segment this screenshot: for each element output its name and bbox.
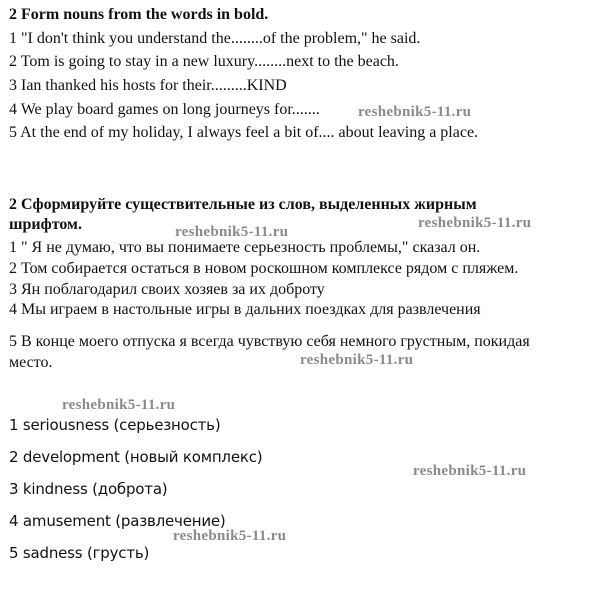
answer-3: 3 kindness (доброта) [9,480,168,498]
watermark: reshebnik5-11.ru [358,104,472,120]
russian-item-5-continued: место. [9,354,53,371]
watermark: reshebnik5-11.ru [413,463,527,479]
russian-heading-line-1: 2 Сформируйте существительные из слов, выделенных жирным [9,196,477,213]
watermark: reshebnik5-11.ru [175,224,289,240]
watermark: reshebnik5-11.ru [300,352,414,368]
english-item-1: 1 "I don't think you understand the........of the problem," he said. [9,30,421,47]
russian-item-2: 2 Том собирается остаться в новом роскошном комплексе рядом с пляжем. [9,260,519,277]
watermark: reshebnik5-11.ru [418,215,532,231]
answer-1: 1 seriousness (серьезность) [9,416,221,434]
english-heading: 2 Form nouns from the words in bold. [9,6,269,23]
answer-5: 5 sadness (грусть) [9,544,150,562]
english-item-5: 5 At the end of my holiday, I always feel a bit of.... about leaving a place. [9,124,479,141]
russian-heading-line-2: шрифтом. [9,216,82,233]
watermark: reshebnik5-11.ru [62,397,176,413]
english-item-4: 4 We play board games on long journeys for....... [9,101,320,118]
answer-2: 2 development (новый комплекс) [9,448,263,466]
english-item-3: 3 Ian thanked his hosts for their.........KIND [9,77,287,94]
russian-item-1: 1 " Я не думаю, что вы понимаете серьезность проблемы," сказал он. [9,239,481,256]
russian-item-3: 3 Ян поблагодарил своих хозяев за их доброту [9,281,325,298]
english-item-2: 2 Tom is going to stay in a new luxury........next to the beach. [9,53,399,70]
answer-4: 4 amusement (развлечение) [9,512,226,530]
russian-item-4: 4 Мы играем в настольные игры в дальних поездках для развлечения [9,301,481,318]
russian-item-5: 5 В конце моего отпуска я всегда чувствую себя немного грустным, покидая [9,333,530,350]
watermark: reshebnik5-11.ru [173,528,287,544]
